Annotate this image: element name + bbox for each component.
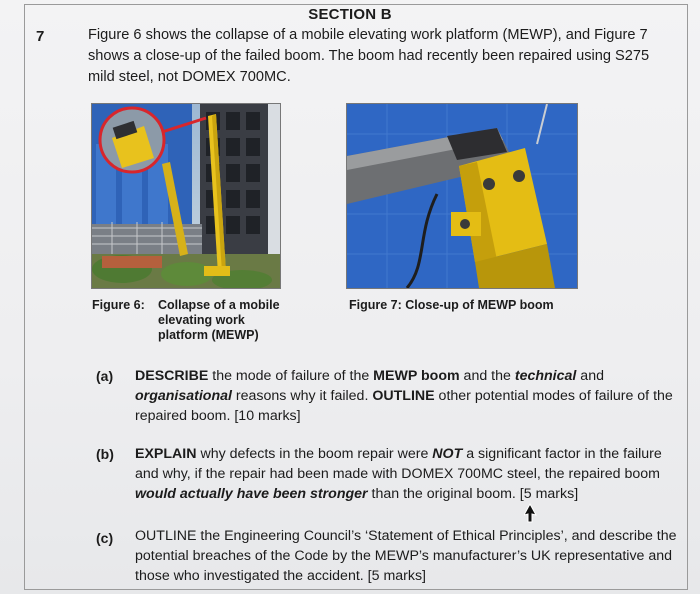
part-a-keyword-describe: DESCRIBE bbox=[135, 368, 209, 384]
mewp-collapse-illustration bbox=[92, 104, 280, 288]
part-c-text: OUTLINE the Engineering Council’s ‘Statement of Ethical Principles’, and describe the potential breaches of the Code by the MEWP’s manufacturer’s UK representative and those who investigated the accident. [5 marks] bbox=[135, 528, 677, 584]
question-intro bbox=[88, 25, 678, 88]
figure-7-caption-text: Close-up of MEWP boom bbox=[405, 298, 554, 312]
question-intro-text: Figure 6 shows the collapse of a mobile elevating work platform (MEWP), and Figure 7 shows a close-up of the failed boom. The boom had recently been repaired using S275 mild steel, not DOMEX 700MC. bbox=[88, 27, 650, 85]
part-a-text: DESCRIBE the mode of failure of the MEWP boom and the technical and organisational reasons why it failed. OUTLINE other potential modes of failure of the repaired boom. [10 marks] bbox=[135, 368, 673, 424]
part-b-keyword-not: NOT bbox=[432, 446, 463, 462]
part-a-keyword-technical: technical bbox=[514, 368, 577, 384]
figure-7-label: Figure 7: bbox=[349, 298, 402, 312]
boom-closeup-illustration bbox=[347, 104, 577, 288]
part-b-text: EXPLAIN why defects in the boom repair were NOT a significant factor in the failure and why, if the repair had been made with DOMEX 700MC steel, the repaired boom would actually have been stronger than the original boom. [5 marks] bbox=[135, 446, 662, 502]
part-b-label: (b) bbox=[96, 446, 114, 462]
figure-7-photo bbox=[346, 103, 578, 289]
part-a-keyword-outline: OUTLINE bbox=[372, 388, 435, 404]
section-title: SECTION B bbox=[308, 6, 392, 23]
figure-6-photo bbox=[91, 103, 281, 289]
part-b-keyword-explain: EXPLAIN bbox=[135, 446, 197, 462]
mouse-pointer-icon bbox=[524, 503, 538, 523]
part-a-keyword-boom: MEWP boom bbox=[373, 368, 460, 384]
part-b-keyword-stronger: would actually have been stronger bbox=[135, 486, 368, 502]
part-a-keyword-organisational: organisational bbox=[135, 388, 232, 404]
figure-7-caption bbox=[349, 298, 589, 313]
figure-6-caption-text: Collapse of a mobile elevating work platform (MEWP) bbox=[158, 298, 280, 342]
part-a-label: (a) bbox=[96, 368, 114, 384]
figure-6-label: Figure 6: bbox=[92, 298, 145, 312]
question-number: 7 bbox=[36, 28, 45, 45]
figure-6-caption bbox=[92, 298, 302, 343]
part-c-label: (c) bbox=[96, 530, 114, 546]
